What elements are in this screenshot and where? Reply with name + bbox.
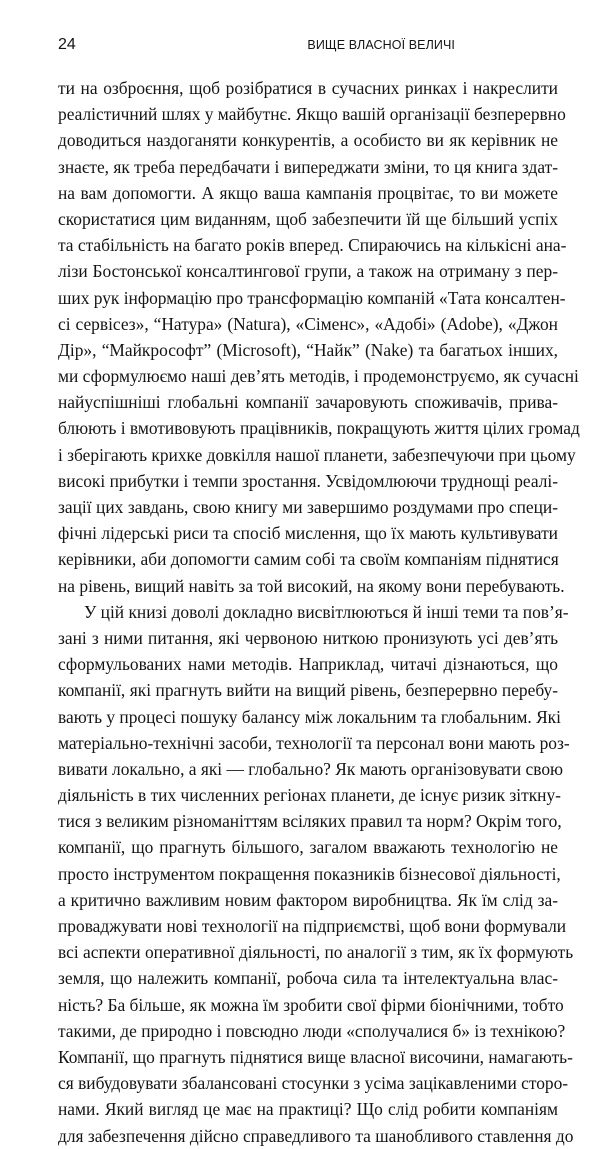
text-line: У цій книзі доволі докладно висвітлюються й інші теми та пов’я-	[84, 601, 569, 622]
text-line: для забезпечення дійсно справедливого та шанобливого ставлення до	[58, 1125, 574, 1146]
text-line: доводиться наздоганяти конкурентів, а особисто ви як керівник не	[58, 130, 558, 151]
text-line: керівники, аби допомогти самим собі та своїм компаніям піднятися	[58, 549, 559, 570]
text-line: сформульованих нами методів. Наприклад, читачі дізнаються, що	[58, 654, 558, 675]
text-line: проваджувати нові технології на підприємстві, щоб вони формували	[58, 916, 567, 936]
text-line: земля, що належить компанії, робоча сила та інтелектуальна влас-	[58, 968, 558, 989]
text-line: на вам допомогти. А якщо ваша кампанія процвітає, то ви можете	[58, 182, 558, 203]
text-line: вають у процесі пошуку балансу між локальним та глобальним. Які	[58, 706, 561, 727]
text-line: матеріально-технічні засоби, технології та персонал вони мають роз-	[58, 732, 570, 753]
text-line: компанії, що прагнуть більшого, загалом вважають технологію не	[58, 837, 558, 858]
running-title: ВИЩЕ ВЛАСНОЇ ВЕЛИЧІ	[307, 38, 455, 52]
text-line: на рівень, вищий навіть за той високий, на якому вони перебувають.	[58, 575, 565, 596]
text-line: лізи Бостонської консалтингової групи, а також на отриману з пер-	[58, 261, 558, 282]
paragraph	[58, 75, 580, 599]
running-header	[58, 35, 545, 55]
text-line: та стабільність на багато років вперед. Спираючись на кількісні ана-	[58, 235, 567, 256]
text-line: тися з великим різноманіттям всіляких правил та норм? Окрім того,	[58, 811, 562, 832]
page-number: 24	[58, 36, 76, 53]
text-line: а критично важливим новим фактором виробництва. Як їм слід за-	[58, 889, 558, 910]
text-line: високі прибутки і темпи зростання. Усвідомлюючи труднощі реалі-	[58, 470, 558, 491]
text-line: реалістичний шлях у майбутнє. Якщо вашій організації безперервно	[58, 104, 566, 125]
text-line: просто інструментом покращення показників бізнесової діяльності,	[58, 863, 561, 884]
text-line: такими, де природно і повсюдно люди «сполучалися б» із технікою?	[58, 1020, 566, 1041]
text-line: скористатися цим виданням, щоб забезпечити їй ще більший успіх	[58, 208, 558, 229]
text-line: зані з ними питання, які червоною ниткою пронизують усі дев’ять	[58, 627, 558, 648]
text-line: зації цих завдань, свою книгу ми завершимо роздумами про специ-	[58, 497, 558, 517]
text-line: ти на озброєння, щоб розібратися в сучасних ринках і накреслити	[58, 78, 558, 98]
text-line: Компанії, що прагнуть піднятися вище власної височини, намагають-	[58, 1046, 573, 1067]
text-line: ність? Ба більше, як можна їм зробити свої фірми біонічними, тобто	[58, 994, 564, 1015]
text-line: ших рук інформацію про трансформацію компаній «Тата консалтен-	[58, 287, 566, 308]
text-line: діяльність в тих численних регіонах планети, де існує ризик зіткну-	[58, 785, 561, 806]
text-line: вивати локально, а які — глобально? Як мають організовувати свою	[58, 758, 564, 779]
text-line: ми сформулюємо наші дев’ять методів, і продемонструємо, як сучасні	[58, 366, 579, 387]
text-line: ся вибудовувати збалансовані стосунки з усіма зацікавленими сторо-	[58, 1073, 569, 1094]
text-line: фічні лідерські риси та спосіб мислення, що їх мають культивувати	[58, 523, 558, 544]
text-line: блюють і вмотивовують працівників, покращують життя цілих громад	[58, 418, 580, 439]
text-line: всі аспекти оперативної діяльності, по аналогії з тим, як їх формують	[58, 942, 574, 963]
text-line: компанії, які прагнуть вийти на вищий рівень, безперервно перебу-	[58, 680, 558, 701]
text-line: найуспішніші глобальні компанії зачаровують споживачів, прива-	[58, 392, 558, 413]
body-text	[58, 75, 580, 1149]
text-line: Дір», “Майкрософт” (Microsoft), “Найк” (Nake) та багатьох інших,	[58, 339, 558, 360]
text-line: сі сервісез», “Натура» (Natura), «Сіменс», «Адобі» (Adobe), «Джон	[58, 313, 558, 334]
text-line: знаєте, як треба передбачати і випереджати зміни, то ця книга здат-	[58, 156, 558, 177]
text-line: і зберігають крихке довкілля нашої планети, забезпечуючи при цьому	[58, 444, 576, 465]
paragraph	[58, 599, 574, 1149]
text-line: нами. Який вигляд це має на практиці? Що слід робити компаніям	[58, 1099, 558, 1120]
